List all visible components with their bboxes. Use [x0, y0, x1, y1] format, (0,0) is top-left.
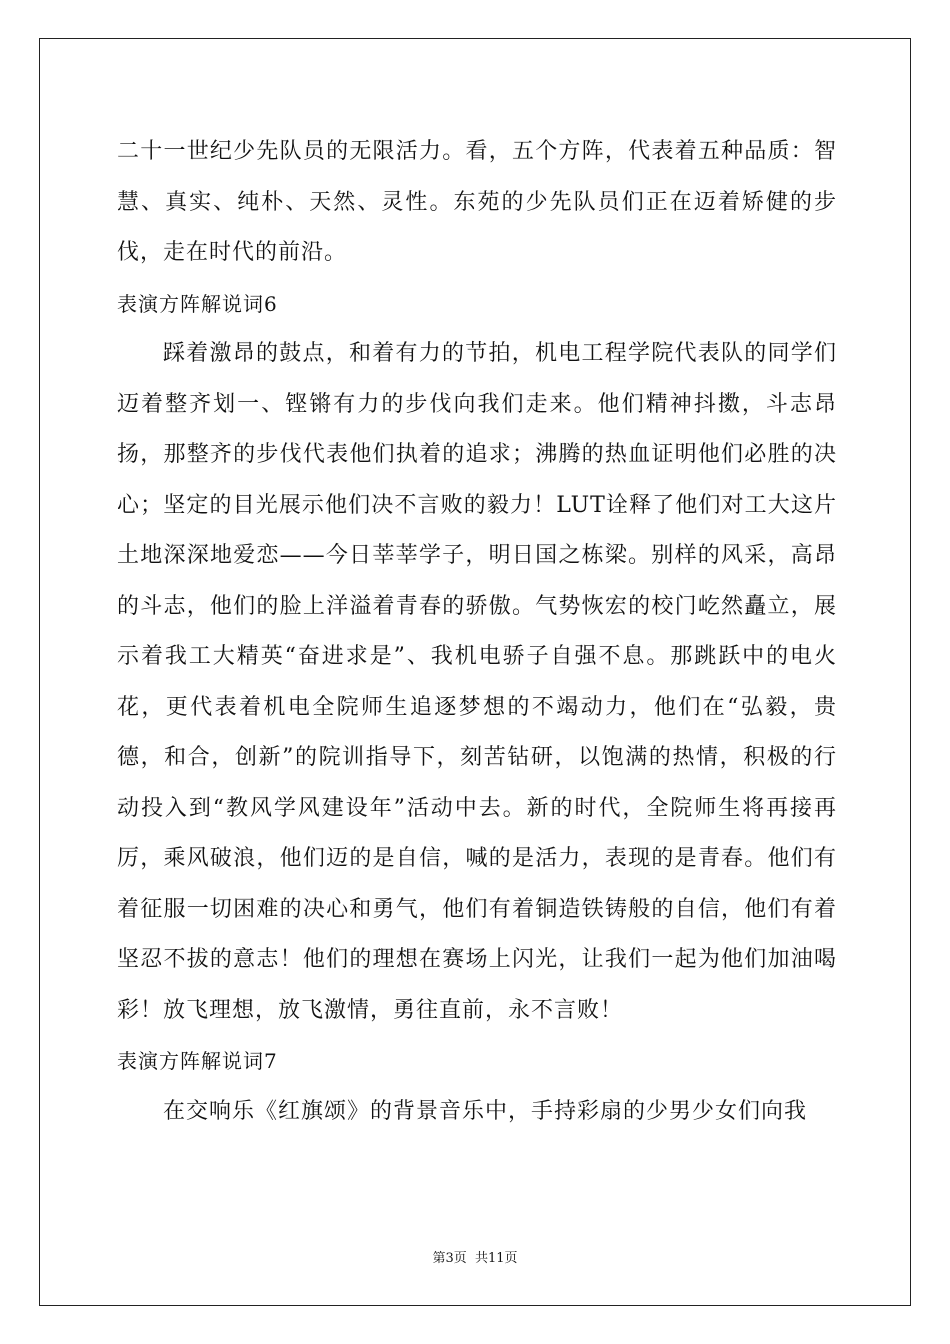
- page-number: 第3页: [432, 1251, 467, 1266]
- paragraph: 踩着激昂的鼓点，和着有力的节拍，机电工程学院代表队的同学们迈着整齐划一、铿锵有力的步伐向我们走来。他们精神抖擞，斗志昂扬，那整齐的步伐代表他们执着的追求；沸腾的热血证明他们必胜的决心；坚定的目光展示他们决不言败的毅力！LUT诠释了他们对工大这片土地深深地爱恋——今日莘莘学子，明日国之栋梁。别样的风采，高昂的斗志，他们的脸上洋溢着青春的骄傲。气势恢宏的校门屹然矗立，展示着我工大精英“奋进求是”、我机电骄子自强不息。那跳跃中的电火花，更代表着机电全院师生追逐梦想的不竭动力，他们在“弘毅，贵德，和合，创新”的院训指导下，刻苦钻研，以饱满的热情，积极的行动投入到“教风学风建设年”活动中去。新的时代，全院师生将再接再厉，乘风破浪，他们迈的是自信，喊的是活力，表现的是青春。他们有着征服一切困难的决心和勇气，他们有着铜造铁铸般的自信，他们有着坚忍不拔的意志！他们的理想在赛场上闪光，让我们一起为他们加油喝彩！放飞理想，放飞激情，勇往直前，永不言败！: [117, 341, 837, 1023]
- page-total: 共11页: [474, 1251, 518, 1266]
- section-heading: 表演方阵解说词6: [117, 291, 278, 316]
- paragraph: 二十一世纪少先队员的无限活力。看，五个方阵，代表着五种品质：智慧、真实、纯朴、天然、灵性。东苑的少先队员们正在迈着矫健的步伐，走在时代的前沿。: [117, 139, 837, 265]
- paragraph: 在交响乐《红旗颂》的背景音乐中，手持彩扇的少男少女们向我: [163, 1098, 808, 1124]
- document-body: [117, 127, 837, 1137]
- page-footer: [0, 1247, 950, 1266]
- section-heading: 表演方阵解说词7: [117, 1049, 278, 1073]
